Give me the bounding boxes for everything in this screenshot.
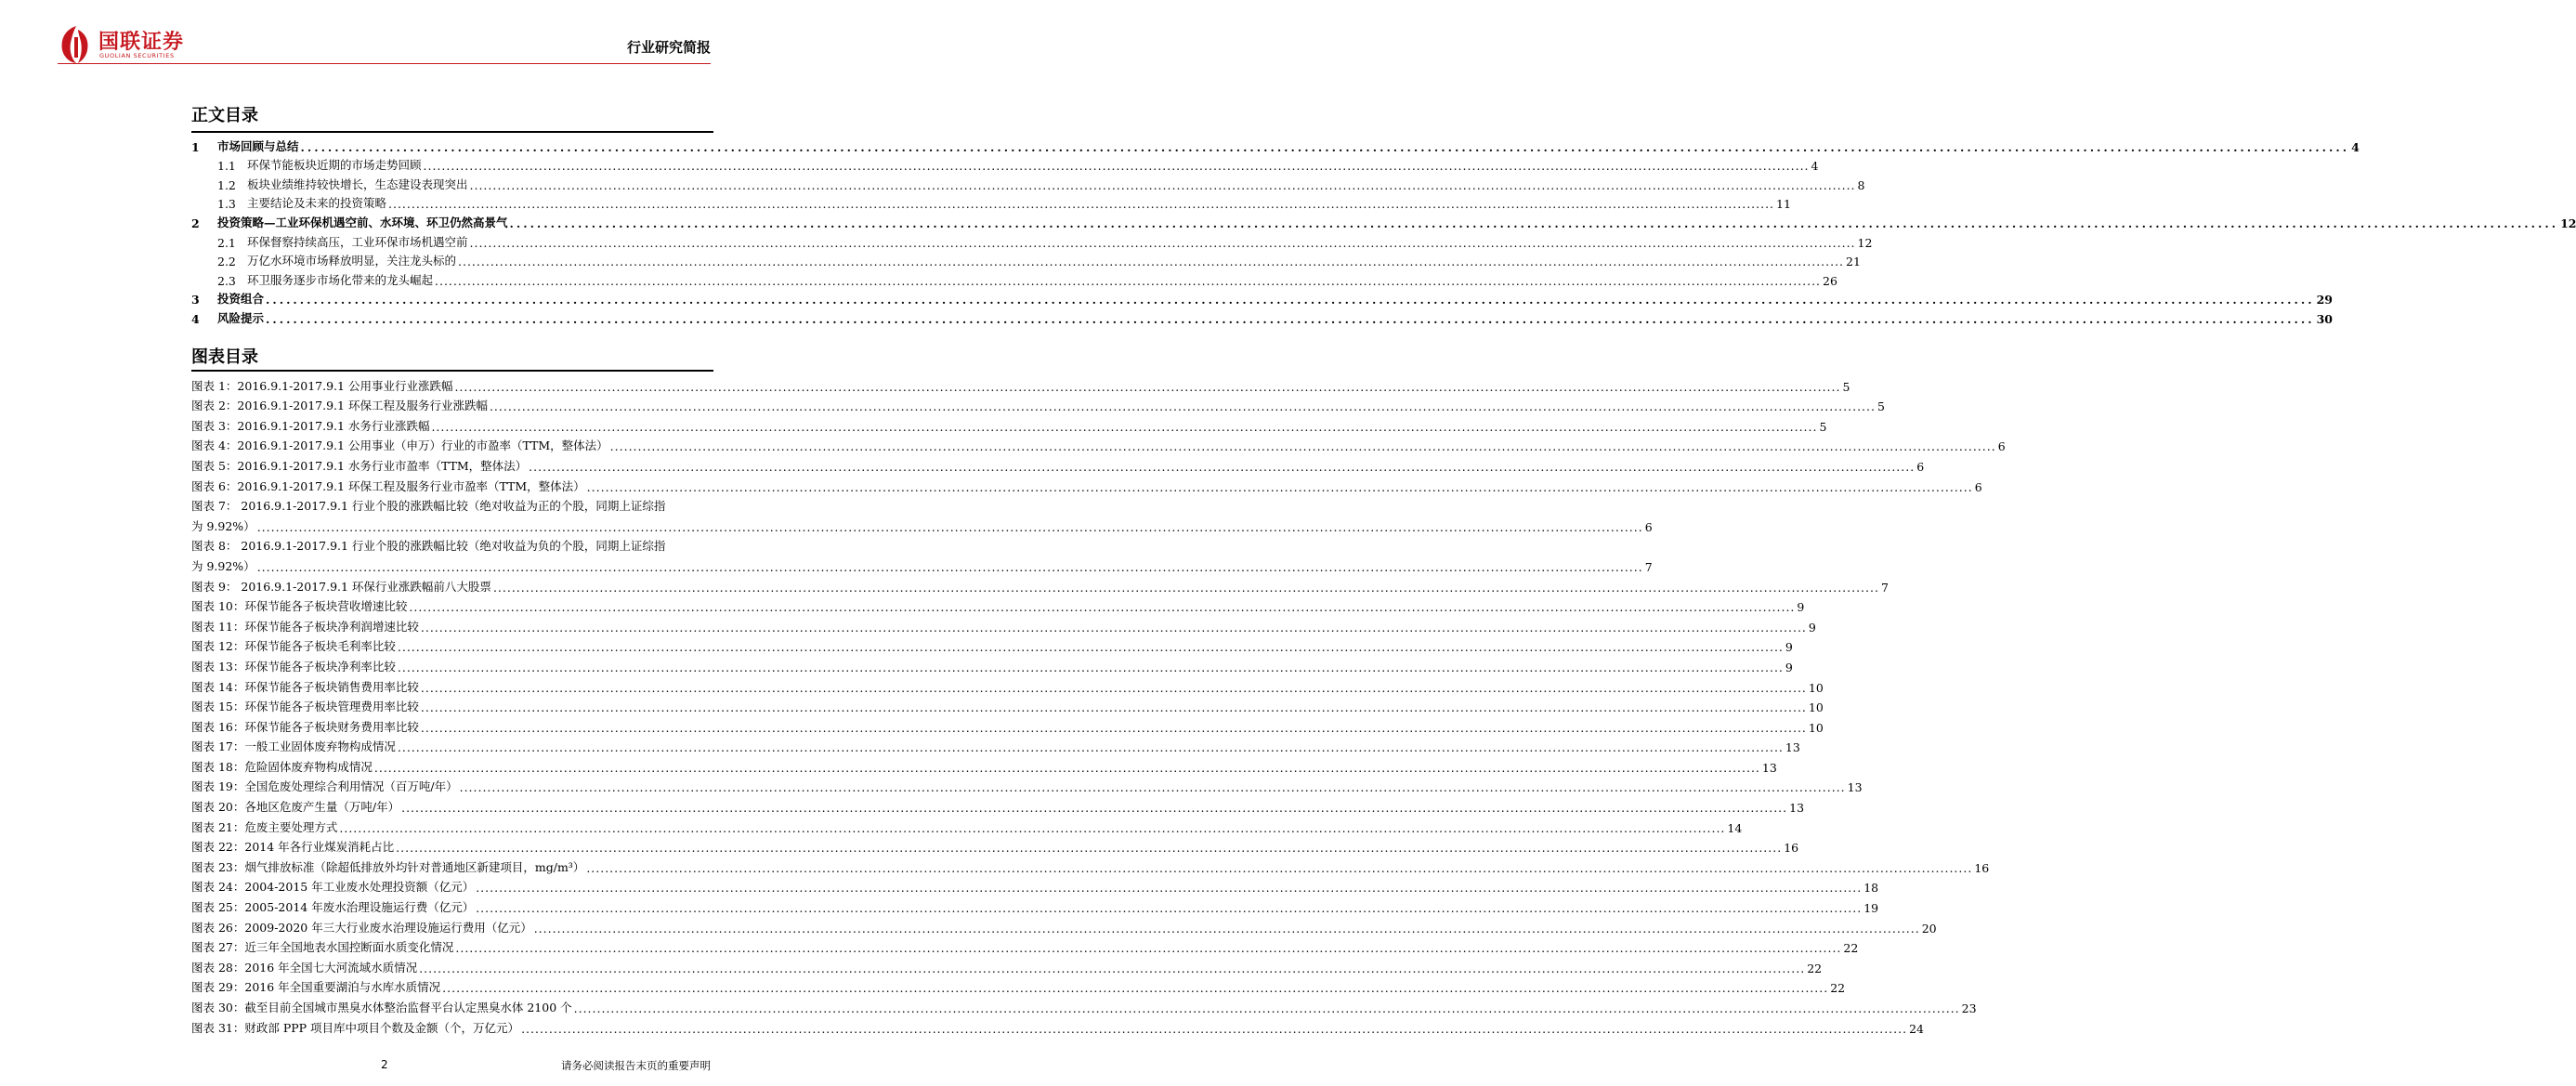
toc-entry-number: 2.2 — [217, 255, 236, 269]
figure-entry-page: 6 — [1974, 479, 1982, 494]
figure-entry-line — [191, 735, 1800, 755]
figure-entry[interactable] — [191, 794, 1805, 816]
figure-entry-line — [191, 995, 1977, 1015]
figure-leader-dots: ............................................................................................................................................................................................................................................................................................................ — [533, 921, 1920, 936]
figure-entry[interactable] — [191, 815, 1743, 835]
figure-entry-line — [191, 394, 1885, 414]
figure-entry[interactable] — [191, 413, 1827, 434]
toc-entry-page: 12 — [1857, 235, 1873, 250]
figure-entry-title: 图表 1：2016.9.1-2017.9.1 公用事业行业涨跌幅 — [191, 378, 453, 393]
figure-entry[interactable] — [191, 614, 1816, 635]
toc-entry-number: 2 — [191, 216, 200, 230]
figure-entry[interactable] — [191, 714, 1824, 735]
toc-entry[interactable] — [191, 192, 1791, 212]
page-header — [0, 0, 768, 74]
figure-leader-dots: ............................................................................................................................................................................................................................................................................................................ — [586, 860, 1973, 875]
figure-entry-title: 图表 18：危险固体废弃物构成情况 — [191, 759, 373, 774]
figure-entry-page: 13 — [1761, 760, 1777, 775]
toc-divider — [191, 131, 713, 133]
figure-entry[interactable] — [191, 915, 1937, 936]
figure-leader-dots: ............................................................................................................................................................................................................................................................................................................ — [586, 479, 1973, 494]
figure-entry-title: 图表 11：环保节能各子板块净利润增速比较 — [191, 619, 419, 634]
figure-entry-title: 图表 28：2016 年全国七大河流域水质情况 — [191, 960, 418, 975]
toc-entry-title: 投资组合 — [217, 292, 265, 307]
figure-entry[interactable] — [191, 635, 1793, 655]
figure-entry[interactable] — [191, 936, 1859, 956]
figure-entry-line — [191, 413, 1827, 434]
figure-entry-title: 图表 10：环保节能各子板块营收增速比较 — [191, 599, 408, 614]
figure-entry[interactable] — [191, 835, 1799, 856]
figure-leader-dots: ............................................................................................................................................................................................................................................................................................................ — [396, 841, 1783, 856]
figure-leader-dots: ............................................................................................................................................................................................................................................................................................................ — [455, 941, 1842, 956]
figure-entry[interactable] — [191, 754, 1777, 775]
figure-entry-title: 图表 26：2009-2020 年三大行业废水治理设施运行费用（亿元） — [191, 920, 532, 935]
toc-entry-number: 1.3 — [217, 197, 236, 212]
figure-entry-page: 9 — [1797, 600, 1805, 615]
toc-entry-page: 26 — [1823, 273, 1837, 288]
figure-entry-line — [191, 815, 1743, 835]
figure-entry-page: 22 — [1807, 961, 1823, 975]
figure-entry-page: 10 — [1808, 680, 1824, 695]
figure-entry[interactable] — [191, 975, 1846, 996]
figure-leader-dots: ............................................................................................................................................................................................................................................................................................................ — [256, 519, 1643, 534]
figure-leader-dots: ............................................................................................................................................................................................................................................................................................................ — [454, 379, 1841, 394]
toc-entry-title: 投资策略—工业环保机遇空前、水环境、环卫仍然高景气 — [217, 215, 508, 229]
toc-entry[interactable] — [191, 307, 2333, 326]
figure-entry-page: 22 — [1843, 941, 1859, 956]
toc-leader-dots: ............................................................................................................................................................................................................................................................................................................ — [469, 177, 1856, 192]
figure-entry-title: 图表 20：各地区危废产生量（万吨/年） — [191, 800, 400, 815]
figure-entry[interactable] — [191, 434, 2006, 454]
figure-entry-title: 图表 13：环保节能各子板块净利率比较 — [191, 659, 396, 674]
figure-entry-title: 图表 12：环保节能各子板块毛利率比较 — [191, 639, 396, 654]
figure-leader-dots: ............................................................................................................................................................................................................................................................................................................ — [401, 801, 1788, 816]
figure-entry-page: 22 — [1830, 981, 1846, 996]
figure-entry-line — [191, 975, 1846, 996]
logo-text-en: GUOLIAN SECURITIES — [99, 52, 175, 59]
figure-entry-page: 16 — [1974, 860, 1990, 875]
toc-leader-dots: ............................................................................................................................................................................................................................................................................................................ — [435, 273, 1822, 288]
figure-leader-dots: ............................................................................................................................................................................................................................................................................................................ — [397, 640, 1784, 655]
header-divider — [58, 63, 711, 64]
figure-entry-line — [191, 775, 1863, 795]
figure-leader-dots: ............................................................................................................................................................................................................................................................................................................ — [373, 760, 1760, 775]
figure-entry-page: 18 — [1863, 881, 1879, 896]
toc-leader-dots: ............................................................................................................................................................................................................................................................................................................ — [509, 216, 2559, 230]
toc-entry-page: 11 — [1776, 197, 1791, 212]
figure-entry-title: 图表 24：2004-2015 年工业废水处理投资额（亿元） — [191, 880, 475, 895]
toc-entry-title: 环保节能板块近期的市场走势回顾 — [247, 158, 422, 173]
figure-entry-title: 图表 23：烟气排放标准（除超低排放外均针对普通地区新建项目，mg/m³） — [191, 859, 585, 874]
toc-entry[interactable] — [191, 268, 1837, 288]
figure-entry-title: 图表 21：危废主要处理方式 — [191, 819, 338, 834]
figure-entry[interactable] — [191, 654, 1793, 674]
figure-entry-line — [191, 434, 2006, 454]
toc-leader-dots: ............................................................................................................................................................................................................................................................................................................ — [469, 235, 1856, 250]
figure-entry-title: 图表 14：环保节能各子板块销售费用率比较 — [191, 679, 419, 694]
figures-list — [191, 373, 2006, 1036]
figure-entry[interactable] — [191, 453, 1925, 474]
toc-entry-page: 29 — [2316, 293, 2333, 307]
toc-entry-page: 4 — [2351, 139, 2360, 154]
toc-entry-number: 3 — [191, 293, 200, 307]
figure-entry[interactable] — [191, 855, 1990, 875]
figure-leader-dots: ............................................................................................................................................................................................................................................................................................................ — [476, 881, 1863, 896]
toc-entry-title: 主要结论及未来的投资策略 — [247, 196, 387, 211]
figure-leader-dots: ............................................................................................................................................................................................................................................................................................................ — [420, 620, 1807, 635]
figure-entry-line — [191, 514, 1653, 534]
figure-entry-title: 图表 3：2016.9.1-2017.9.1 水务行业涨跌幅 — [191, 418, 430, 433]
toc-entry[interactable] — [191, 250, 1861, 269]
figure-leader-dots: ............................................................................................................................................................................................................................................................................................................ — [442, 981, 1829, 996]
figure-leader-dots: ............................................................................................................................................................................................................................................................................................................ — [459, 780, 1846, 795]
figure-entry[interactable] — [191, 494, 1653, 534]
toc-leader-dots: ............................................................................................................................................................................................................................................................................................................ — [300, 139, 2350, 154]
figure-entry[interactable] — [191, 574, 1889, 595]
toc-entry-page: 8 — [1857, 177, 1865, 192]
figure-leader-dots: ............................................................................................................................................................................................................................................................................................................ — [420, 680, 1807, 695]
figure-entry-page: 23 — [1961, 1001, 1977, 1015]
figure-entry-title: 图表 15：环保节能各子板块管理费用率比较 — [191, 700, 419, 714]
figure-leader-dots: ............................................................................................................................................................................................................................................................................................................ — [397, 740, 1784, 755]
page-number: 2 — [381, 1058, 388, 1071]
figure-entry[interactable] — [191, 735, 1800, 755]
toc-entry[interactable] — [191, 288, 2333, 307]
toc-leader-dots: ............................................................................................................................................................................................................................................................................................................ — [458, 255, 1845, 269]
figure-entry-line — [191, 794, 1805, 816]
figure-entry-line — [191, 915, 1937, 936]
figure-entry-title: 图表 9： 2016.9.1-2017.9.1 环保行业涨跌幅前八大股票 — [191, 579, 491, 594]
figure-entry-line — [191, 754, 1777, 775]
figure-entry-title: 图表 31：财政部 PPP 项目库中项目个数及金额（个，万亿元） — [191, 1020, 520, 1035]
figure-entry-continuation: 为 9.92%） — [191, 518, 255, 533]
figure-entry-line — [191, 554, 1653, 574]
figure-entry[interactable] — [191, 895, 1879, 916]
figure-entry-title: 图表 6：2016.9.1-2017.9.1 环保工程及服务行业市盈率（TTM，整体法） — [191, 478, 585, 493]
toc-leader-dots: ............................................................................................................................................................................................................................................................................................................ — [388, 197, 1775, 212]
figure-entry-page: 6 — [1644, 519, 1653, 534]
toc-entry-title: 市场回顾与总结 — [217, 138, 299, 153]
figure-entry-page: 16 — [1784, 841, 1799, 856]
figure-entry-line — [191, 875, 1879, 896]
toc-entry-number: 2.1 — [217, 235, 236, 250]
figures-title: 图表目录 — [191, 347, 258, 367]
figure-entry-page: 9 — [1808, 620, 1816, 635]
figure-entry[interactable] — [191, 695, 1824, 715]
figure-entry-line — [191, 453, 1925, 474]
figure-entry-page: 5 — [1819, 419, 1827, 434]
figure-entry-title: 图表 27：近三年全国地表水国控断面水质变化情况 — [191, 940, 454, 955]
toc-entry[interactable] — [191, 135, 2360, 154]
figure-entry-continuation: 为 9.92%） — [191, 558, 255, 573]
figure-leader-dots: ............................................................................................................................................................................................................................................................................................................ — [397, 660, 1784, 674]
figure-entry-line — [191, 714, 1824, 735]
figure-entry-page: 13 — [1847, 780, 1863, 795]
figure-entry-line — [191, 494, 713, 515]
company-logo — [58, 24, 206, 65]
toc-entry-title: 板块业绩维持较快增长，生态建设表现突出 — [247, 177, 468, 191]
figure-entry-page: 19 — [1863, 901, 1879, 916]
figure-entry[interactable] — [191, 1015, 1924, 1036]
figure-entry[interactable] — [191, 995, 1977, 1015]
figure-leader-dots: ............................................................................................................................................................................................................................................................................................................ — [573, 1001, 1960, 1015]
figure-entry[interactable] — [191, 674, 1824, 695]
figure-leader-dots: ............................................................................................................................................................................................................................................................................................................ — [420, 700, 1807, 715]
figure-entry-line — [191, 635, 1793, 655]
figure-leader-dots: ............................................................................................................................................................................................................................................................................................................ — [256, 559, 1643, 574]
figure-entry-line — [191, 895, 1879, 916]
toc-entry-number: 4 — [191, 311, 200, 326]
figure-entry-line — [191, 595, 1805, 615]
document-type-label: 行业研究简报 — [626, 39, 711, 56]
toc-entry-number: 1.1 — [217, 159, 236, 174]
toc-leader-dots: ............................................................................................................................................................................................................................................................................................................ — [423, 159, 1810, 174]
figure-entry-page: 5 — [1842, 379, 1850, 394]
figure-entry-page: 13 — [1785, 740, 1800, 755]
figure-entry-page: 20 — [1921, 921, 1937, 936]
figure-entry-line — [191, 955, 1823, 975]
figure-leader-dots: ............................................................................................................................................................................................................................................................................................................ — [339, 820, 1726, 835]
figure-entry-page: 14 — [1727, 820, 1743, 835]
figure-entry-title: 图表 7： 2016.9.1-2017.9.1 行业个股的涨跌幅比较（绝对收益为正的个股，同期上证综指 — [191, 499, 666, 514]
figure-entry[interactable] — [191, 394, 1885, 414]
figure-leader-dots: ............................................................................................................................................................................................................................................................................................................ — [529, 459, 1916, 474]
toc-leader-dots: ............................................................................................................................................................................................................................................................................................................ — [266, 311, 2315, 326]
figure-entry[interactable] — [191, 955, 1823, 975]
figure-leader-dots: ............................................................................................................................................................................................................................................................................................................ — [419, 961, 1806, 975]
figure-entry-title: 图表 16：环保节能各子板块财务费用率比较 — [191, 719, 419, 734]
toc-title: 正文目录 — [191, 106, 258, 125]
figure-entry-page: 9 — [1785, 640, 1793, 655]
figure-entry-title: 图表 22：2014 年各行业煤炭消耗占比 — [191, 840, 395, 855]
figure-entry-title: 图表 30：截至目前全国城市黑臭水体整治监督平台认定黑臭水体 2100 个 — [191, 1001, 572, 1014]
toc-entry[interactable] — [191, 173, 1865, 192]
figure-entry-title: 图表 5：2016.9.1-2017.9.1 水务行业市盈率（TTM，整体法） — [191, 458, 528, 473]
figure-leader-dots: ............................................................................................................................................................................................................................................................................................................ — [420, 720, 1807, 735]
figure-entry-page: 5 — [1876, 399, 1885, 414]
figure-entry-page: 13 — [1789, 801, 1805, 816]
figure-entry[interactable] — [191, 474, 1982, 494]
figure-entry-line — [191, 574, 1889, 595]
logo-text-cn: 国联证券 — [98, 31, 185, 54]
figure-entry-line — [191, 474, 1982, 494]
figure-entry[interactable] — [191, 875, 1879, 896]
toc-entry-number: 2.3 — [217, 273, 236, 288]
figure-entry[interactable] — [191, 595, 1805, 615]
toc-leader-dots: ............................................................................................................................................................................................................................................................................................................ — [266, 293, 2315, 307]
figure-entry-line — [191, 1015, 1924, 1036]
toc-entry-number: 1.2 — [217, 177, 236, 192]
figure-leader-dots: ............................................................................................................................................................................................................................................................................................................ — [431, 419, 1818, 434]
figure-leader-dots: ............................................................................................................................................................................................................................................................................................................ — [489, 399, 1876, 414]
figure-leader-dots: ............................................................................................................................................................................................................................................................................................................ — [609, 439, 1996, 454]
figure-entry-page: 24 — [1909, 1021, 1924, 1036]
toc-entry-title: 环保督察持续高压，工业环保市场机遇空前 — [247, 234, 468, 249]
toc-entry-number: 1 — [191, 139, 200, 154]
figure-entry-line — [191, 654, 1793, 674]
toc-entry-page: 12 — [2560, 216, 2576, 230]
figure-leader-dots: ............................................................................................................................................................................................................................................................................................................ — [476, 901, 1863, 916]
toc-entry[interactable] — [191, 230, 1873, 250]
figure-leader-dots: ............................................................................................................................................................................................................................................................................................................ — [521, 1021, 1908, 1036]
figure-entry-title: 图表 8： 2016.9.1-2017.9.1 行业个股的涨跌幅比较（绝对收益为负的个股，同期上证综指 — [191, 539, 666, 554]
toc-entry-page: 30 — [2316, 311, 2333, 326]
figure-entry-title: 图表 29：2016 年全国重要湖泊与水库水质情况 — [191, 980, 441, 995]
toc-entry-title: 风险提示 — [217, 310, 265, 325]
figure-entry-line — [191, 534, 713, 555]
figure-entry-line — [191, 674, 1824, 695]
figures-divider — [191, 370, 713, 372]
figure-entry-line — [191, 855, 1990, 875]
figure-entry-title: 图表 2：2016.9.1-2017.9.1 环保工程及服务行业涨跌幅 — [191, 399, 488, 413]
toc-entry[interactable] — [191, 211, 2576, 230]
figure-entry-line — [191, 695, 1824, 715]
figure-leader-dots: ............................................................................................................................................................................................................................................................................................................ — [492, 580, 1879, 595]
toc-entry-page: 21 — [1846, 255, 1861, 269]
figure-entry[interactable] — [191, 775, 1863, 795]
figure-entry-page: 7 — [1644, 559, 1653, 574]
figure-entry[interactable] — [191, 373, 1850, 394]
figure-entry[interactable] — [191, 534, 1653, 574]
figure-entry-title: 图表 25：2005-2014 年废水治理设施运行费（亿元） — [191, 900, 475, 915]
figure-leader-dots: ............................................................................................................................................................................................................................................................................................................ — [409, 600, 1796, 615]
toc-entry[interactable] — [191, 154, 1819, 174]
figure-entry-line — [191, 835, 1799, 856]
figure-entry-line — [191, 936, 1859, 956]
figure-entry-title: 图表 17：一般工业固体废弃物构成情况 — [191, 739, 396, 754]
figure-entry-page: 10 — [1808, 720, 1824, 735]
toc-entry-page: 4 — [1811, 159, 1819, 174]
figure-entry-line — [191, 373, 1850, 394]
disclaimer-note: 请务必阅读报告末页的重要声明 — [561, 1059, 711, 1072]
figure-entry-page: 10 — [1808, 700, 1824, 715]
figure-entry-page: 9 — [1785, 660, 1793, 674]
toc-list — [191, 135, 2576, 326]
logo-emblem-icon — [58, 24, 95, 65]
toc-entry-title: 环卫服务逐步市场化带来的龙头崛起 — [247, 272, 434, 287]
toc-entry-title: 万亿水环境市场释放明显，关注龙头标的 — [247, 254, 457, 268]
figure-entry-page: 7 — [1880, 580, 1889, 595]
figure-entry-title: 图表 19：全国危废处理综合利用情况（百万吨/年） — [191, 779, 458, 794]
figure-entry-page: 6 — [1916, 459, 1925, 474]
figure-entry-page: 6 — [1997, 439, 2006, 454]
figure-entry-title: 图表 4：2016.9.1-2017.9.1 公用事业（申万）行业的市盈率（TTM，整体法） — [191, 438, 608, 453]
figure-entry-line — [191, 614, 1816, 635]
